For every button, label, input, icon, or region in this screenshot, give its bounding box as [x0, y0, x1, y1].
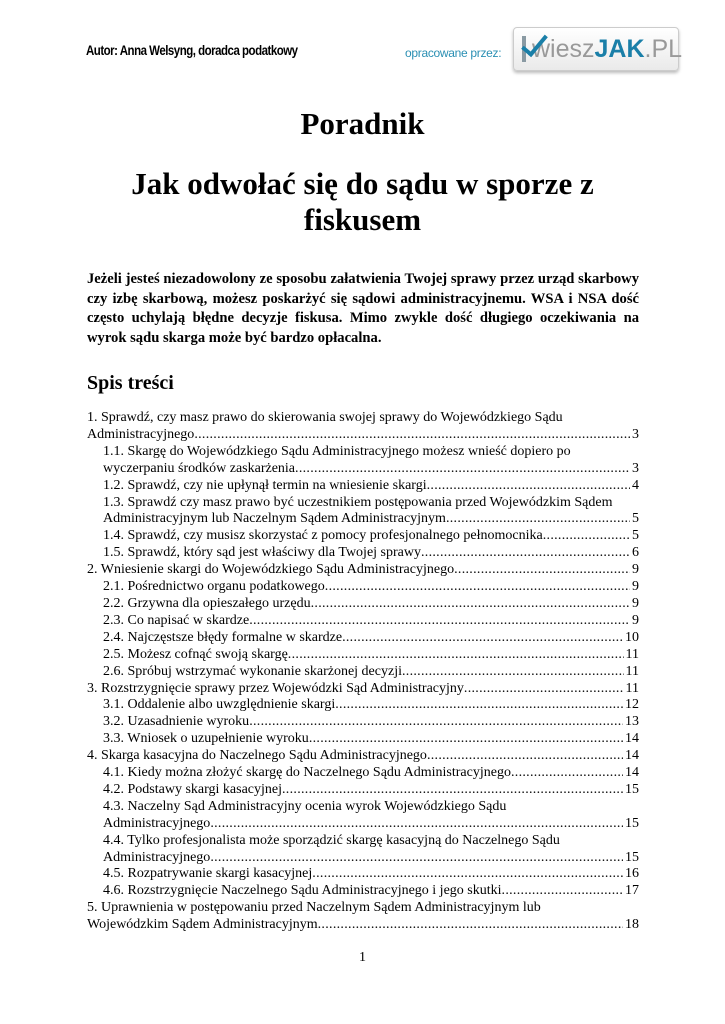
- dot-leader: [249, 613, 630, 630]
- dot-leader: [312, 866, 623, 883]
- dot-leader: [511, 765, 623, 782]
- toc-entry-page: 12: [625, 697, 639, 713]
- dot-leader: [295, 461, 630, 478]
- toc-heading: Spis treści: [87, 372, 174, 394]
- toc-entry-last-line: [87, 917, 639, 934]
- toc-entry-last-line: [103, 528, 639, 545]
- toc-entry-page: 9: [632, 562, 639, 578]
- toc-entry-page: 11: [625, 680, 639, 696]
- dot-leader: [210, 850, 623, 867]
- toc-entry-page: 4: [632, 477, 639, 493]
- toc-entry-page: 9: [632, 579, 639, 595]
- toc-entry-last-line: [103, 731, 639, 748]
- toc-entry[interactable]: [87, 883, 639, 900]
- toc-entry-page: 9: [632, 595, 639, 611]
- toc-entry-text: 2.3. Co napisać w skardze: [103, 612, 250, 628]
- toc-entry-page: 5: [632, 528, 639, 544]
- toc-entry-last-line: [87, 427, 639, 444]
- toc-entry-text: 2.5. Możesz cofnąć swoją skargę: [103, 646, 288, 662]
- toc-entry-page: 14: [625, 748, 639, 764]
- toc-entry-text: 3.3. Wniosek o uzupełnienie wyroku: [103, 731, 309, 747]
- toc-entry-line: [87, 410, 639, 427]
- toc-entry[interactable]: [87, 748, 639, 765]
- dot-leader: [309, 731, 623, 748]
- toc-entry-page: 18: [625, 917, 639, 933]
- toc-entry-text: 4. Skarga kasacyjna do Naczelnego Sądu Administracyjnego: [87, 748, 427, 764]
- toc-entry-page: 14: [625, 731, 639, 747]
- dot-leader: [427, 748, 623, 765]
- dot-leader: [454, 562, 630, 579]
- toc-entry[interactable]: [87, 833, 639, 867]
- toc-entry-last-line: [103, 816, 639, 833]
- toc-entry-page: 3: [632, 460, 639, 476]
- checkmark-icon: [522, 36, 526, 62]
- toc-entry-text: 3.1. Oddalenie albo uwzględnienie skargi: [103, 697, 336, 713]
- document-title: Poradnik: [300, 106, 425, 141]
- toc-entry-page: 13: [625, 714, 639, 730]
- toc-entry-page: 17: [625, 883, 639, 899]
- toc-entry[interactable]: [87, 495, 639, 529]
- table-of-contents: [87, 410, 639, 934]
- dot-leader: [446, 511, 630, 528]
- dot-leader: [249, 714, 623, 731]
- toc-entry-text: Administracyjnego: [103, 849, 211, 865]
- toc-entry[interactable]: [87, 579, 639, 596]
- toc-entry-text: 4.4. Tylko profesjonalista może sporządzić skargę kasacyjną do Naczelnego Sądu: [103, 832, 560, 848]
- dot-leader: [543, 528, 630, 545]
- dot-leader: [427, 478, 630, 495]
- toc-entry-last-line: [103, 545, 639, 562]
- toc-entry-page: 5: [632, 511, 639, 527]
- toc-entry-line: [103, 799, 639, 816]
- toc-entry-page: 16: [625, 866, 639, 882]
- toc-entry-last-line: [103, 714, 639, 731]
- toc-entry-page: 15: [625, 781, 639, 797]
- toc-entry-page: 14: [625, 765, 639, 781]
- toc-entry-last-line: [103, 478, 639, 495]
- toc-entry[interactable]: [87, 900, 639, 934]
- byline: opracowane przez:: [405, 46, 502, 60]
- author-line: Autor: Anna Welsyng, doradca podatkowy: [86, 42, 298, 58]
- toc-entry-text: 2.4. Najczęstsze błędy formalne w skardze: [103, 629, 343, 645]
- page-number: 1: [359, 950, 366, 965]
- toc-entry[interactable]: [87, 866, 639, 883]
- toc-entry[interactable]: [87, 799, 639, 833]
- toc-entry[interactable]: [87, 444, 639, 478]
- toc-entry-page: 11: [625, 663, 639, 679]
- toc-entry-last-line: [103, 630, 639, 647]
- toc-entry-text: 1.5. Sprawdź, który sąd jest właściwy dla Twojej sprawy: [103, 545, 421, 561]
- toc-entry-page: 3: [632, 426, 639, 442]
- toc-entry-text: 1.4. Sprawdź, czy musisz skorzystać z pomocy profesjonalnego pełnomocnika: [103, 528, 543, 544]
- toc-entry-last-line: [87, 681, 639, 698]
- toc-entry-last-line: [103, 596, 639, 613]
- toc-entry-line: [87, 900, 639, 917]
- toc-entry-page: 6: [632, 545, 639, 561]
- toc-entry-text: Administracyjnego: [87, 426, 195, 442]
- wieszjak-logo[interactable]: [513, 27, 683, 71]
- toc-entry-text: Wojewódzkim Sądem Administracyjnym: [87, 917, 318, 933]
- toc-entry-last-line: [103, 782, 639, 799]
- toc-entry-page: 15: [625, 849, 639, 865]
- dot-leader: [288, 647, 624, 664]
- toc-entry-text: 1. Sprawdź, czy masz prawo do skierowania swojej sprawy do Wojewódzkiego Sądu: [87, 410, 563, 425]
- toc-entry-last-line: [103, 461, 639, 478]
- dot-leader: [402, 664, 624, 681]
- toc-entry-last-line: [87, 562, 639, 579]
- toc-entry-last-line: [103, 613, 639, 630]
- toc-entry-text: 4.2. Podstawy skargi kasacyjnej: [103, 781, 282, 797]
- toc-entry-last-line: [103, 697, 639, 714]
- toc-entry-text: 4.5. Rozpatrywanie skargi kasacyjnej: [103, 866, 313, 882]
- toc-entry-text: wyczerpaniu środków zaskarżenia: [103, 460, 296, 476]
- toc-entry-last-line: [103, 883, 639, 900]
- dot-leader: [194, 427, 630, 444]
- toc-entry-last-line: [103, 664, 639, 681]
- toc-entry[interactable]: [87, 731, 639, 748]
- toc-entry-text: 4.6. Rozstrzygnięcie Naczelnego Sądu Administracyjnego i jego skutki: [103, 883, 502, 899]
- toc-entry[interactable]: [87, 697, 639, 714]
- dot-leader: [311, 596, 630, 613]
- dot-leader: [335, 697, 623, 714]
- toc-entry-text: 3.2. Uzasadnienie wyroku: [103, 714, 250, 730]
- toc-entry[interactable]: [87, 545, 639, 562]
- toc-entry-text: 2.6. Spróbuj wstrzymać wykonanie skarżonej decyzji: [103, 663, 402, 679]
- toc-entry-text: 1.2. Sprawdź, czy nie upłynął termin na wniesienie skargi: [103, 477, 427, 493]
- toc-entry[interactable]: [87, 681, 639, 698]
- toc-entry-last-line: [103, 765, 639, 782]
- toc-entry-last-line: [103, 647, 639, 664]
- document-subtitle: Jak odwołać się do sądu w sporze z fiskusem: [131, 166, 594, 237]
- toc-entry[interactable]: [87, 562, 639, 579]
- toc-entry-page: 11: [625, 646, 639, 662]
- toc-entry-text: Administracyjnym lub Naczelnym Sądem Administracyjnym: [103, 511, 446, 527]
- toc-entry-text: 1.1. Skargę do Wojewódzkiego Sądu Administracyjnego możesz wnieść dopiero po: [103, 443, 571, 459]
- toc-entry-last-line: [103, 511, 639, 528]
- dot-leader: [502, 883, 623, 900]
- toc-entry-text: 4.1. Kiedy można złożyć skargę do Naczelnego Sądu Administracyjnego: [103, 765, 511, 781]
- toc-entry-last-line: [103, 850, 639, 867]
- toc-entry-last-line: [87, 748, 639, 765]
- dot-leader: [318, 917, 623, 934]
- toc-entry-text: 1.3. Sprawdź czy masz prawo być uczestnikiem postępowania przed Wojewódzkim Sądem: [103, 494, 613, 510]
- toc-entry[interactable]: [87, 630, 639, 647]
- toc-entry-page: 15: [625, 815, 639, 831]
- dot-leader: [282, 782, 623, 799]
- toc-entry-page: 10: [625, 629, 639, 645]
- logo-text: wieszJAK.PL: [532, 34, 683, 63]
- toc-entry[interactable]: [87, 765, 639, 782]
- dot-leader: [421, 545, 630, 562]
- dot-leader: [464, 681, 624, 698]
- toc-entry[interactable]: [87, 782, 639, 799]
- toc-entry[interactable]: [87, 647, 639, 664]
- toc-entry-text: Administracyjnego: [103, 815, 211, 831]
- dot-leader: [342, 630, 623, 647]
- toc-entry-last-line: [103, 866, 639, 883]
- toc-entry-text: 2. Wniesienie skargi do Wojewódzkiego Sądu Administracyjnego: [87, 562, 455, 578]
- toc-entry-text: 4.3. Naczelny Sąd Administracyjny ocenia wyrok Wojewódzkiego Sądu: [103, 798, 507, 814]
- toc-entry[interactable]: [87, 714, 639, 731]
- toc-entry[interactable]: [87, 528, 639, 545]
- toc-entry[interactable]: [87, 664, 639, 681]
- toc-entry-text: 2.1. Pośrednictwo organu podatkowego: [103, 579, 325, 595]
- toc-entry-text: 5. Uprawnienia w postępowaniu przed Naczelnym Sądem Administracyjnym lub: [87, 900, 541, 916]
- dot-leader: [210, 816, 623, 833]
- lead-paragraph: Jeżeli jesteś niezadowolony ze sposobu załatwienia Twojej sprawy przez urząd skarbowy czy izbę skarbową, możesz poskarżyć się sądowi administracyjnemu. WSA i NSA dość często uchylają błędne decyzje fiskusa. Mimo zwykle dość długiego oczekiwania na wyrok sądu skarga może być bardzo opłacalna.: [87, 271, 639, 346]
- toc-entry[interactable]: [87, 478, 639, 495]
- toc-entry-text: 2.2. Grzywna dla opieszałego urzędu: [103, 595, 311, 611]
- toc-entry-text: 3. Rozstrzygnięcie sprawy przez Wojewódzki Sąd Administracyjny: [87, 680, 464, 696]
- toc-entry-last-line: [103, 579, 639, 596]
- toc-entry[interactable]: [87, 596, 639, 613]
- dot-leader: [325, 579, 630, 596]
- toc-entry[interactable]: [87, 410, 639, 444]
- toc-entry-line: [103, 833, 639, 850]
- toc-entry[interactable]: [87, 613, 639, 630]
- toc-entry-page: 9: [632, 612, 639, 628]
- toc-entry-line: [103, 444, 639, 461]
- toc-entry-line: [103, 495, 639, 512]
